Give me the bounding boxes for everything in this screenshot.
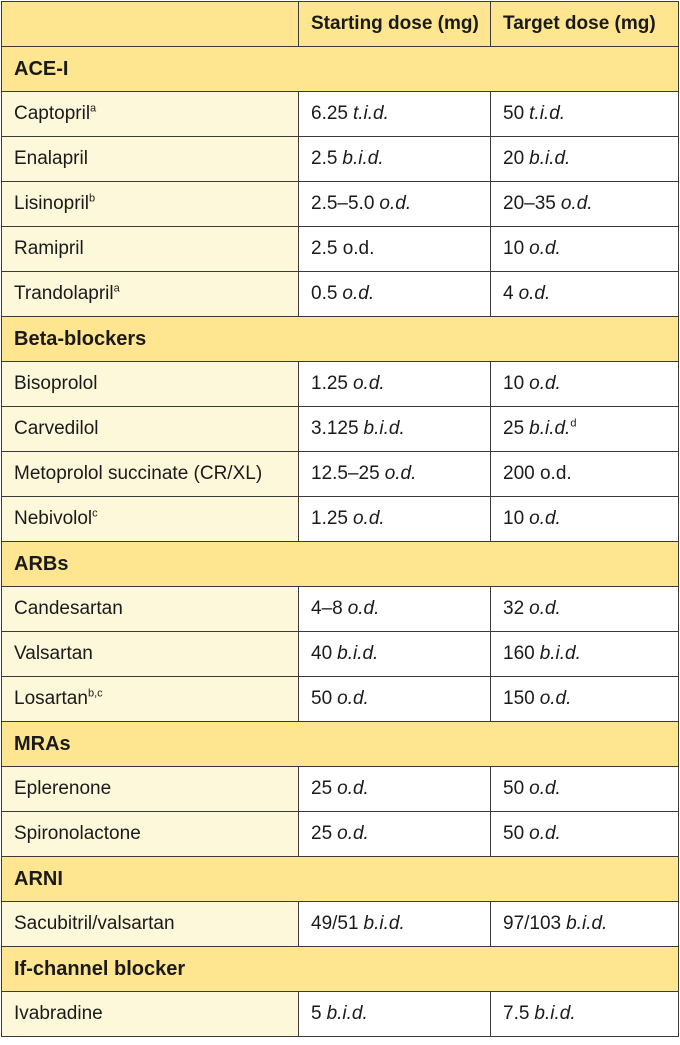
drug-name: Nebivolol [14,508,93,529]
dose-frequency: o.d. [352,508,385,529]
footnote-marker: b,c [87,687,103,700]
dose-frequency: o.d. [529,508,561,529]
target-dose-cell [491,362,679,407]
drug-name-cell [2,677,299,722]
table-row [2,902,679,947]
target-dose-cell [491,812,679,857]
target-dose-cell [491,497,679,542]
table-row [2,227,679,272]
drug-name-cell [2,902,299,947]
dose-value: 50 [311,688,333,709]
starting-dose-cell [299,92,491,137]
dose-frequency: o.d. [539,688,572,709]
target-dose-cell [491,452,679,497]
dose-value: 2.5 o.d. [311,238,375,259]
dose-value: 32 [503,598,525,619]
dose-frequency: o.d. [379,193,412,214]
category-row [2,857,679,902]
starting-dose-cell [299,587,491,632]
dose-value: 50 [503,823,525,844]
dose-value: 49/51 [311,913,359,934]
drug-name-cell [2,992,299,1037]
footnote-marker: c [92,507,98,520]
category-label: ACE-I [2,47,679,92]
dose-frequency: b.i.d. [529,418,571,439]
dose-frequency: o.d. [347,598,380,619]
category-label: ARNI [2,857,679,902]
dose-value: 1.25 [311,373,348,394]
dose-value: 20 [503,148,525,169]
starting-dose-cell [299,362,491,407]
table-row [2,587,679,632]
starting-dose-cell [299,452,491,497]
table-row [2,992,679,1037]
dose-value: 50 [503,103,525,124]
target-dose-cell [491,587,679,632]
dose-frequency: o.d. [529,598,561,619]
table-row [2,92,679,137]
starting-dose-cell [299,677,491,722]
drug-name: Bisoprolol [14,373,98,394]
category-label: MRAs [2,722,679,767]
target-dose-cell [491,902,679,947]
dose-value: 20–35 [503,193,556,214]
dose-frequency: b.i.d. [566,913,608,934]
dose-value: 7.5 [503,1003,530,1024]
dose-value: 5 [311,1003,322,1024]
dose-value: 2.5–5.0 [311,193,375,214]
target-dose-cell [491,767,679,812]
footnote-marker: a [90,102,97,115]
drug-name: Eplerenone [14,778,112,799]
drug-name-cell [2,632,299,677]
dose-value: 10 [503,373,525,394]
header-target-dose: Target dose (mg) [491,2,679,47]
category-row [2,722,679,767]
footnote-marker: b [88,192,96,205]
target-dose-cell [491,227,679,272]
category-row [2,542,679,587]
drug-name: Enalapril [14,148,88,169]
dose-frequency: o.d. [352,373,385,394]
table-row [2,362,679,407]
target-dose-cell [491,407,679,452]
drug-name-cell [2,767,299,812]
dose-frequency: o.d. [337,823,369,844]
dose-frequency: b.i.d. [326,1003,368,1024]
table-row [2,407,679,452]
starting-dose-cell [299,767,491,812]
dose-value: 1.25 [311,508,348,529]
dose-frequency: b.i.d. [337,643,379,664]
dose-frequency: o.d. [384,463,417,484]
dose-value: 0.5 [311,283,338,304]
table-row [2,272,679,317]
target-dose-cell [491,677,679,722]
dose-frequency: o.d. [337,688,369,709]
dose-frequency: b.i.d. [529,148,571,169]
dose-value: 50 [503,778,525,799]
category-row [2,947,679,992]
header-drug-column [2,2,299,47]
target-dose-cell [491,632,679,677]
drug-name-cell [2,227,299,272]
table-row [2,812,679,857]
target-dose-cell [491,137,679,182]
dose-value: 40 [311,643,333,664]
target-dose-cell [491,92,679,137]
table-row [2,182,679,227]
table-row [2,677,679,722]
dose-value: 2.5 [311,148,338,169]
dose-frequency: o.d. [342,283,375,304]
drug-name: Lisinopril [14,193,89,214]
header-starting-dose: Starting dose (mg) [299,2,491,47]
drug-name-cell [2,272,299,317]
table-body [2,47,679,1037]
dose-value: 25 [311,823,333,844]
dose-frequency: o.d. [529,238,561,259]
drug-name: Ivabradine [14,1003,103,1024]
drug-name-cell [2,812,299,857]
dose-value: 97/103 [503,913,562,934]
starting-dose-cell [299,227,491,272]
drug-name-cell [2,452,299,497]
dose-value: 10 [503,508,525,529]
dose-frequency: b.i.d. [342,148,384,169]
starting-dose-cell [299,137,491,182]
dose-value: 160 [503,643,535,664]
target-dose-cell [491,182,679,227]
starting-dose-cell [299,992,491,1037]
starting-dose-cell [299,812,491,857]
drug-name-cell [2,92,299,137]
category-label: ARBs [2,542,679,587]
dose-frequency: b.i.d. [534,1003,576,1024]
starting-dose-cell [299,272,491,317]
drug-name: Candesartan [14,598,123,619]
dosing-table [1,1,679,1037]
dose-value: 10 [503,238,525,259]
dose-frequency: t.i.d. [529,103,566,124]
drug-name-cell [2,587,299,632]
footnote-marker: d [570,417,577,430]
starting-dose-cell [299,182,491,227]
table-row [2,767,679,812]
dose-frequency: o.d. [560,193,593,214]
table-row [2,452,679,497]
dose-frequency: o.d. [529,778,561,799]
starting-dose-cell [299,902,491,947]
dose-value: 25 [503,418,525,439]
drug-name: Spironolactone [14,823,141,844]
dose-frequency: b.i.d. [363,913,405,934]
drug-name: Losartan [14,688,88,709]
dose-value: 4–8 [311,598,343,619]
drug-name-cell [2,137,299,182]
starting-dose-cell [299,407,491,452]
drug-name: Trandolapril [14,283,114,304]
dose-value: 25 [311,778,333,799]
starting-dose-cell [299,632,491,677]
dose-frequency: o.d. [529,823,561,844]
drug-name: Metoprolol succinate (CR/XL) [14,463,263,484]
dose-frequency: t.i.d. [352,103,389,124]
drug-name-cell [2,362,299,407]
dose-frequency: b.i.d. [539,643,581,664]
starting-dose-cell [299,497,491,542]
dose-frequency: o.d. [529,373,561,394]
drug-name-cell [2,182,299,227]
drug-name: Valsartan [14,643,93,664]
target-dose-cell [491,992,679,1037]
category-row [2,47,679,92]
dose-frequency: o.d. [518,283,551,304]
footnote-marker: a [113,282,120,295]
dose-frequency: o.d. [337,778,369,799]
dose-value: 3.125 [311,418,359,439]
table-row [2,137,679,182]
category-label: Beta-blockers [2,317,679,362]
drug-name: Captopril [14,103,91,124]
table-row [2,632,679,677]
drug-name: Sacubitril/valsartan [14,913,175,934]
table-row [2,497,679,542]
table-header-row [2,2,679,47]
dose-value: 12.5–25 [311,463,380,484]
drug-name: Ramipril [14,238,84,259]
dose-frequency: b.i.d. [363,418,405,439]
dose-value: 4 [503,283,514,304]
drug-name-cell [2,407,299,452]
drug-name: Carvedilol [14,418,99,439]
dose-value: 200 o.d. [503,463,572,484]
target-dose-cell [491,272,679,317]
dose-value: 6.25 [311,103,348,124]
category-row [2,317,679,362]
category-label: If-channel blocker [2,947,679,992]
dose-value: 150 [503,688,535,709]
drug-name-cell [2,497,299,542]
